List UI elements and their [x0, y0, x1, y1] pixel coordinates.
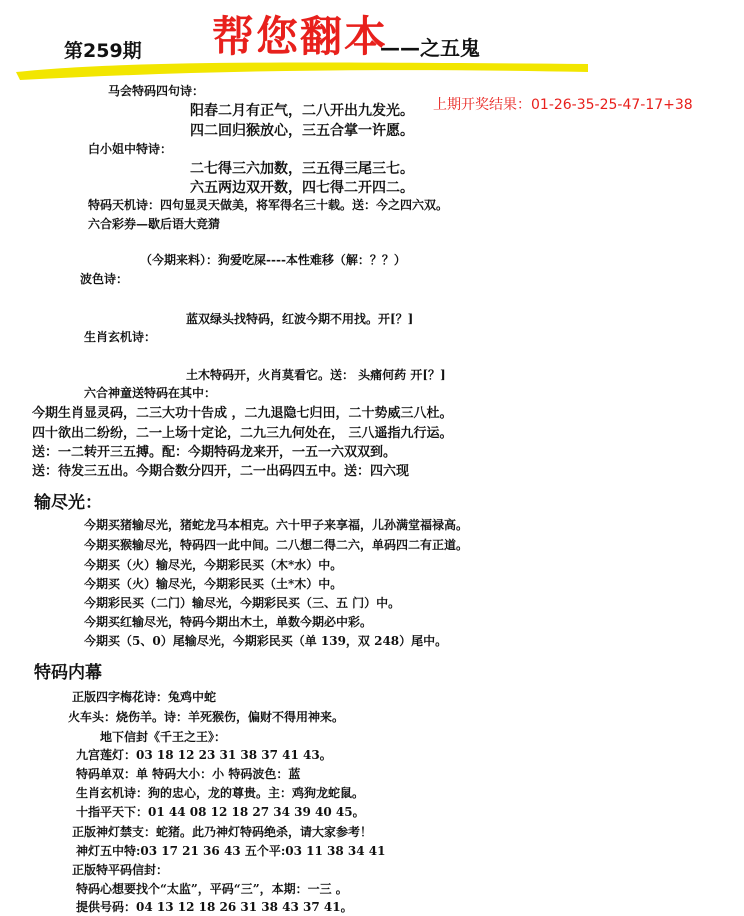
- shentong-line: 四十欲出二纷纷，二一上场十定论，二九三九何处在， 三八遥指九行运。: [32, 426, 453, 441]
- shujin-line: 今期彩民买（二门）输尽光，今期彩民买（三、五 门）中。: [84, 596, 401, 610]
- issue-number: 第259期: [64, 40, 142, 62]
- poem-line: 四二回归猴放心，三五合掌一许愿。: [190, 123, 414, 139]
- brand-title: 帮您翻本: [212, 12, 389, 61]
- brand-subtitle: ——之五鬼: [380, 36, 480, 60]
- shujin-line: 今期买（5、0）尾输尽光，今期彩民买（单 139，双 248）尾中。: [84, 634, 448, 648]
- shentong-line: 今期生肖显灵码，二三大功十告成 ，二九退隐七归田，二十势威三八杜。: [32, 406, 453, 421]
- neimu-line: 正版四字梅花诗：兔鸡中蛇: [72, 690, 217, 704]
- neimu-line: 九宫莲灯：03 18 12 23 31 38 37 41 43。: [76, 748, 332, 762]
- tianji-poem: 特码天机诗：四句显灵天做美，将军得名三十载。送：今之四六双。: [88, 198, 449, 212]
- shujin-line: 今期买（火）输尽光，今期彩民买（木*水）中。: [84, 558, 343, 572]
- bose-line: 蓝双绿头找特码，红波今期不用找。开[？]: [186, 312, 414, 326]
- poem-line: 二七得三六加数，三五得三尾三七。: [190, 161, 414, 177]
- yellow-underline-swoosh: [12, 58, 592, 82]
- shentong-line: 送：一二转开三五搏。配：今期特码龙来开，一五一六双双到。: [32, 445, 397, 460]
- xiehouyu-title: 六合彩券—歇后语大竞猜: [88, 217, 221, 231]
- neimu-line: 火车头：烧伤羊。诗：羊死猴伤，偏财不得用神来。: [68, 710, 345, 724]
- poem-line: 六五两边双开数，四七得二开四二。: [190, 180, 414, 196]
- neimu-line: 特码心想要找个“太监”，平码“三”，本期：一三 。: [76, 882, 348, 896]
- neimu-line: 特码单双：单 特码大小：小 特码波色：蓝: [76, 767, 301, 781]
- shujin-line: 今期买猴输尽光，特码四一此中间。二八想二得二六，单码四二有正道。: [84, 538, 469, 552]
- section-title-mahui: 马会特码四句诗：: [108, 84, 205, 98]
- neimu-heading: 特码内幕: [34, 663, 102, 683]
- section-title-baixiaojie: 白小姐中特诗：: [88, 142, 173, 156]
- shentong-line: 送：待发三五出。今期合数分四开，二一出码四五中。送：四六现: [32, 464, 410, 479]
- shujin-line: 今期买猪输尽光，猪蛇龙马本相克。六十甲子来享福，儿孙满堂福禄高。: [84, 518, 469, 532]
- neimu-line: 神灯五中特:03 17 21 36 43 五个平:03 11 38 34 41: [76, 844, 386, 858]
- shentong-title: 六合神童送特码在其中：: [84, 386, 217, 400]
- shujin-heading: 输尽光：: [34, 493, 102, 513]
- bose-title: 波色诗：: [80, 272, 129, 286]
- last-draw-result: 上期开奖结果：01-26-35-25-47-17+38: [433, 97, 693, 113]
- neimu-line: 十指平天下：01 44 08 12 18 27 34 39 40 45。: [76, 805, 365, 819]
- shengxiao-line: 土木特码开，火肖莫看它。送： 头痛何药 开[？]: [186, 368, 446, 382]
- neimu-line: 生肖玄机诗：狗的忠心，龙的尊贵。主：鸡狗龙蛇鼠。: [76, 786, 365, 800]
- neimu-line: 提供号码：04 13 12 18 26 31 38 43 37 41。: [76, 900, 353, 914]
- shujin-line: 今期买红输尽光，特码今期出木土，单数今期必中彩。: [84, 615, 373, 629]
- poem-line: 阳春二月有正气，二八开出九发光。: [190, 103, 414, 119]
- xiehouyu-line: （今期来料）：狗爱吃屎----本性难移（解：？？）: [140, 253, 406, 267]
- shengxiao-title: 生肖玄机诗：: [84, 330, 157, 344]
- shujin-line: 今期买（火）输尽光，今期彩民买（土*木）中。: [84, 577, 343, 591]
- neimu-line: 正版特平码信封：: [72, 863, 169, 877]
- neimu-line: 正版神灯禁支：蛇猪。此乃神灯特码绝杀，请大家参考！: [72, 825, 373, 839]
- neimu-line: 地下信封《千王之王》：: [100, 730, 227, 744]
